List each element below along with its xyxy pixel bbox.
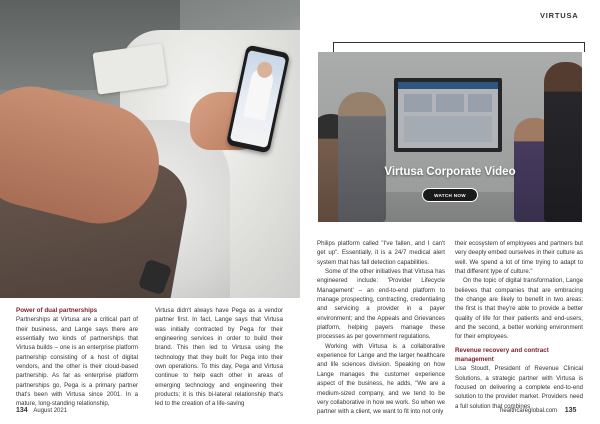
- body-paragraph: Virtusa didn't always have Pega as a vendor partner first. In fact, Lange says that Virtusa was initially contracted by Pega for their engineering services in order to build their brand. This then led to Virtusa using the technology that they built for Pega into their own operations. To this day, Pega and Virtusa continue to help each other in areas of emerging technology and engineering their products; it is this bi-lateral relationship that's led to the creation of a life-saving: [155, 307, 283, 408]
- video-title: Virtusa Corporate Video: [384, 166, 516, 178]
- site-url[interactable]: healthcareglobal.com: [500, 408, 558, 414]
- page-number: 135: [564, 407, 577, 414]
- frame-left-rule: [333, 42, 334, 52]
- watch-now-button[interactable]: WATCH NOW: [422, 188, 478, 202]
- body-paragraph: their ecosystem of employees and partners but very deeply embed ourselves in their culture as well. We spend a lot of time trying to adapt to that different type of culture.": [455, 240, 583, 276]
- body-paragraph: Philips platform called "I've fallen, and I can't get up". Essentially, it is a 24/7 medical alert system that has fall detection capabilities.: [317, 240, 445, 266]
- body-paragraph: On the topic of digital transformation, Lange believes that companies that are embracing the change are likely to benefit in two areas: the first is that they're able to provide a better quality of life for their patients and end-users, and the second, a better working environment for their employees.: [455, 277, 583, 341]
- issue-date: August 2021: [33, 408, 68, 414]
- body-paragraph: Some of the other initiatives that Virtusa has engineered include: 'Provider Lifecycle Management' – an end-to-end platform to manage prospecting, contracting, credentialing and servicing a provider in a payer environment; and the Appeals and Grievances platform, helping payers manage these processes as per government regulations.: [317, 268, 445, 341]
- section-heading: Revenue recovery and contract management: [455, 346, 549, 364]
- right-footer: [500, 407, 576, 414]
- left-column-2: [155, 306, 283, 409]
- body-paragraph: Working with Virtusa is a collaborative experience for Lange and the larger healthcare and life sciences division. Speaking on how Lange manages the customer experience aspect of the business, he adds, "We are a medium-sized company, and we tend to be very collaborative in how we work. So when we partner with a client, we want to fit into not only: [317, 342, 445, 416]
- left-footer: [16, 407, 67, 414]
- frame-right-rule: [584, 42, 585, 52]
- frame-top-rule: [333, 42, 585, 43]
- page-number: 134: [16, 407, 28, 414]
- masthead-brand: VIRTUSA: [540, 11, 579, 20]
- hero-photo: [0, 0, 300, 298]
- video-thumbnail[interactable]: [318, 52, 582, 222]
- body-paragraph: Partnerships at Virtusa are a critical part of their business, and Lange says there are essentially two kinds of partnerships that Virtusa builds – one is an enterprise platform partnership consisting of a host of digital vendors, and the other is their cloud-based partnership. As far as enterprise platform partnerships go, Pega is a primary partner that's been with Virtusa since 2001. In a mature, long-standing relationship,: [16, 316, 138, 408]
- right-column-1: [317, 239, 445, 417]
- section-heading: Power of dual partnerships: [16, 307, 98, 314]
- left-column-1: [16, 306, 138, 409]
- right-column-2: [455, 239, 583, 411]
- body-paragraph: Lisa Stoudt, President of Revenue Clinical Solutions, a strategic partner with Virtusa is focused on delivering a complete end-to-end solution to the provider market. Providers need a full solution that combines: [455, 365, 583, 410]
